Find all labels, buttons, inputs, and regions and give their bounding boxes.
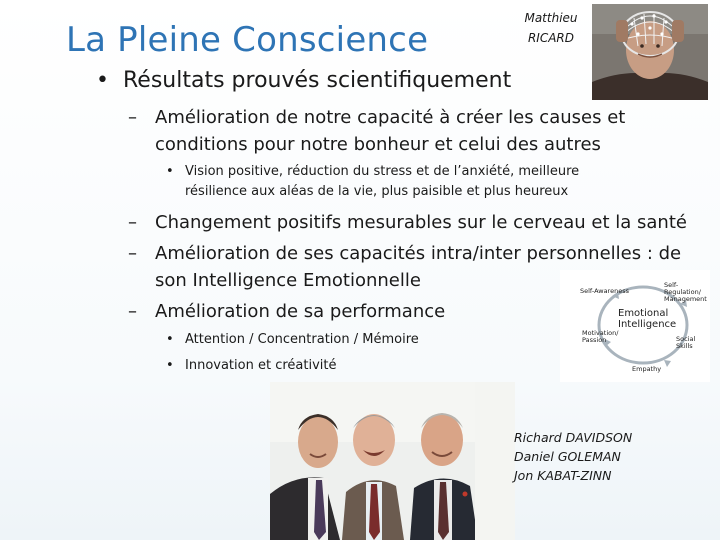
ei-motivation-label (582, 330, 618, 344)
portrait-photo (592, 4, 708, 100)
group-caption-name: Jon KABAT-ZINN (514, 468, 612, 483)
emotional-intelligence-diagram (560, 270, 710, 382)
ei-self-awareness-label: Self-Awareness (580, 287, 629, 295)
slide-title: La Pleine Conscience (66, 20, 429, 60)
ei-social-skills-label: Social Skills (676, 335, 696, 350)
bullet-marker: • (166, 164, 174, 179)
dash-marker: – (128, 107, 137, 128)
level2-line: Amélioration de notre capacité à créer les causes et (155, 107, 626, 128)
bullet-marker: • (166, 332, 174, 347)
portrait-photo-image (592, 4, 708, 100)
level2-item-cerveau (128, 209, 687, 236)
group-caption-name: Richard DAVIDSON (514, 430, 633, 445)
ei-label-line: Management (664, 295, 707, 303)
group-photo (270, 382, 515, 540)
level3-item-innovation (166, 356, 336, 376)
level2-line: Amélioration de ses capacités intra/inter personnelles : de (155, 243, 682, 264)
group-caption-name: Daniel GOLEMAN (514, 449, 621, 464)
level2-item-performance (128, 298, 445, 325)
level2-line: Amélioration de sa performance (155, 301, 446, 322)
group-caption (514, 428, 632, 485)
level2-text (155, 104, 625, 158)
level2-line: Changement positifs mesurables sur le cerveau et la santé (155, 212, 687, 233)
level3-text (185, 162, 579, 202)
dash-marker: – (128, 301, 137, 322)
level3-line: Innovation et créativité (185, 358, 337, 373)
dash-marker: – (128, 212, 137, 233)
portrait-caption-last-name: RICARD (527, 31, 575, 45)
level1-text: Résultats prouvés scientifiquement (123, 68, 512, 93)
ei-empathy-label: Empathy (632, 365, 662, 373)
ei-center-line: Emotional (618, 308, 669, 319)
level3-item-attention (166, 330, 419, 350)
ei-label-line: Motivation/ (582, 329, 619, 337)
bullet-marker: • (166, 358, 174, 373)
level2-line: son Intelligence Emotionnelle (155, 270, 421, 291)
dash-marker: – (128, 243, 137, 264)
ei-label-line: Self-Regulation/ (664, 281, 701, 296)
ei-center-label (618, 308, 677, 330)
group-photo-image (270, 382, 515, 540)
level3-line: Attention / Concentration / Mémoire (185, 332, 419, 347)
level3-line: résilience aux aléas de la vie, plus paisible et plus heureux (185, 184, 569, 199)
ei-label-line: Passion (582, 336, 607, 344)
portrait-caption-first-name: Matthieu (524, 11, 578, 25)
level2-item-bonheur (128, 104, 625, 158)
ei-center-line: Intelligence (618, 319, 677, 330)
level2-text (155, 298, 445, 325)
ei-self-regulation-label (664, 282, 710, 303)
level3-text (185, 330, 419, 350)
level2-text (155, 209, 687, 236)
level3-text (185, 356, 336, 376)
level2-line: conditions pour notre bonheur et celui des autres (155, 134, 601, 155)
bullet-marker: • (96, 68, 109, 93)
level3-line: Vision positive, réduction du stress et de l’anxiété, meilleure (185, 164, 580, 179)
portrait-caption (506, 8, 596, 48)
level3-item-vision (166, 162, 579, 202)
